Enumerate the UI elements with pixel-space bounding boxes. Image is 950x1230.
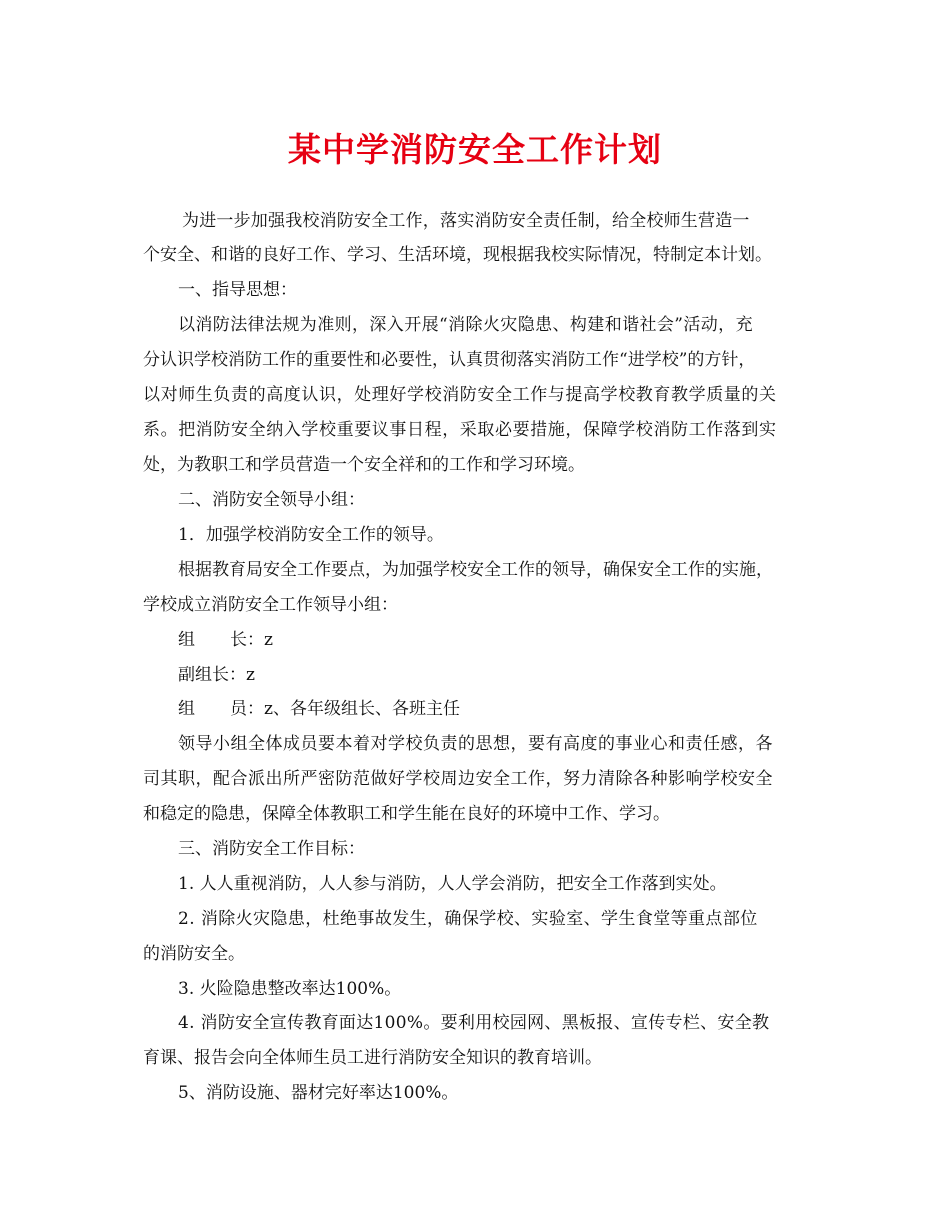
paragraph-line: 育课、报告会向全体师生员工进行消防安全知识的教育培训。 (143, 1048, 602, 1068)
paragraph-line: 处，为教职工和学员营造一个安全祥和的工作和学习环境。 (143, 455, 585, 475)
list-item: 5、消防设施、器材完好率达100%。 (178, 1083, 459, 1103)
section-heading: 二、消防安全领导小组： (178, 490, 365, 510)
role-value: 员：z、各年级组长、各班主任 (230, 699, 460, 719)
paragraph-line: 司其职，配合派出所严密防范做好学校周边安全工作，努力清除各种影响学校安全 (143, 769, 773, 789)
paragraph-line: 根据教育局安全工作要点，为加强学校安全工作的领导，确保安全工作的实施， (178, 560, 773, 580)
list-item: 4. 消防安全宣传教育面达100%。要利用校园网、黑板报、宣传专栏、安全教 (178, 1013, 770, 1033)
member-row-members (178, 698, 460, 720)
role-value: 长：z (230, 630, 273, 650)
document-title: 某中学消防安全工作计划 (288, 130, 662, 169)
member-row-deputy: 副组长：z (178, 665, 255, 685)
paragraph-line: 以对师生负责的高度认识，处理好学校消防安全工作与提高学校教育教学质量的关 (143, 385, 777, 405)
paragraph-line: 和稳定的隐患，保障全体教职工和学生能在良好的环境中工作、学习。 (143, 804, 670, 824)
paragraph-line: 以消防法律法规为准则，深入开展“消除火灾隐患、构建和谐社会”活动，充 (178, 315, 753, 335)
paragraph-line: 1．加强学校消防安全工作的领导。 (178, 525, 444, 545)
list-item: 1. 人人重视消防，人人参与消防，人人学会消防，把安全工作落到实处。 (178, 874, 727, 894)
list-item: 3. 火险隐患整改率达100%。 (178, 979, 402, 999)
paragraph-line: 系。把消防安全纳入学校重要议事日程，采取必要措施，保障学校消防工作落到实 (143, 420, 777, 440)
list-item: 2. 消除火灾隐患，杜绝事故发生，确保学校、实验室、学生食堂等重点部位 (178, 909, 758, 929)
member-row-leader (178, 629, 273, 651)
paragraph-line: 领导小组全体成员要本着对学校负责的思想，要有高度的事业心和责任感，各 (178, 734, 773, 754)
paragraph-line: 学校成立消防安全工作领导小组： (143, 595, 398, 615)
paragraph-line: 为进一步加强我校消防安全工作，落实消防安全责任制，给全校师生营造一 (182, 211, 750, 231)
section-heading: 一、指导思想： (178, 280, 297, 300)
role-label: 组 (178, 699, 195, 719)
role-label: 组 (178, 630, 195, 650)
paragraph-line: 个安全、和谐的良好工作、学习、生活环境，现根据我校实际情况，特制定本计划。 (143, 245, 772, 265)
section-heading: 三、消防安全工作目标： (178, 839, 365, 859)
paragraph-line: 的消防安全。 (143, 944, 245, 964)
paragraph-line: 分认识学校消防工作的重要性和必要性，认真贯彻落实消防工作“进学校”的方针， (143, 350, 756, 370)
